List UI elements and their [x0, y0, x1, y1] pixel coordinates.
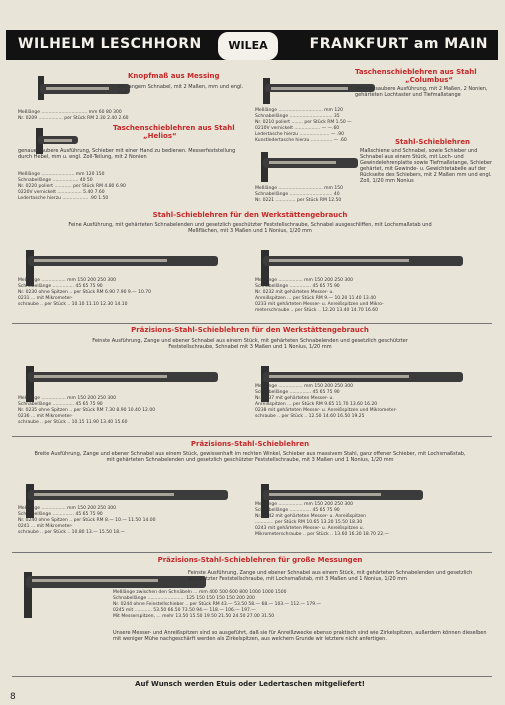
section-subtitle: „Helios“	[143, 132, 177, 140]
caliper-icon	[38, 136, 78, 144]
row: 0233 mit gehärteten Messer- u. Anreißspitzen und Mikro-	[255, 302, 384, 307]
row: Meßlänge ............................... mm 120	[255, 108, 343, 113]
section-title: Taschenschieblehren aus Stahl	[355, 68, 477, 76]
caliper-icon	[263, 372, 463, 382]
row: schraube .. per Stück .. 12.50 14.60 16.50 19.25	[255, 414, 365, 419]
caliper-icon	[263, 256, 463, 266]
section-title: Präzisions-Stahl-Schieblehren	[190, 440, 310, 448]
row: Meßlänge ................. mm 150 200 250 300	[255, 278, 353, 283]
row: 0236 ... mit Mikrometer-	[18, 414, 73, 419]
row: Meßlänge zwischen den Schnäbeln ... mm 400 500 600 800 1000 1000 1500	[113, 590, 287, 595]
row: Meßlänge ................................ mm 60 80 300	[18, 110, 122, 115]
caliper-icon	[28, 490, 228, 500]
price-table	[18, 110, 248, 122]
row: Nr. 0242 mit gehärteten Messer- u. Anreißspitzen	[255, 514, 366, 519]
row: Nr. 0210 poliert ........ per Stück RM 1.50 —	[255, 120, 352, 125]
row: 0231 ... mit Mikrometer-	[18, 296, 73, 301]
row: Anreißspitzen ... per Stück RM 9.— 10.20 11.40 13.40	[255, 296, 376, 301]
caliper-icon	[28, 256, 218, 266]
row: Meßlänge ....................... mm 120 150	[18, 172, 105, 177]
header-banner	[6, 30, 498, 60]
price-table	[255, 384, 495, 420]
caliper-icon	[263, 158, 358, 168]
row: Schnabellänge ............... 45 65 75 90	[255, 390, 340, 395]
section-title: Präzisions-Stahl-Schieblehren für große Messungen	[157, 556, 363, 564]
section-title: Knopfmaß aus Messing	[128, 72, 220, 80]
price-table	[18, 172, 248, 202]
page-number: 8	[10, 692, 16, 702]
divider	[12, 323, 492, 324]
section-desc: Breite Ausführung, Zange und ebener Schnabel aus einem Stück, gewissenhaft im rechten Winkel, Schieber aus massivem Stahl, ganz offener Schieber, mit Lochsmaßstab, mit gehärteten Schnabelenden und gesetzlich geschützter Feststellschraube, mit 3 Maßen und 1 Nonius, 1/20 mm	[34, 451, 466, 463]
caliper-icon	[40, 84, 130, 94]
price-table	[255, 502, 495, 538]
row: Schnabellänge .............................. 40	[255, 192, 340, 197]
section-title: Stahl-Schieblehren für den Werkstättengebrauch	[152, 211, 348, 219]
row: Nr. 0209 ................. per Stück RM 2.30 2.40 2.60	[18, 116, 129, 121]
row: Meßlänge ................. mm 150 200 250 300	[18, 396, 116, 401]
section-subtitle: „Columbus“	[405, 76, 453, 84]
section-desc: Feine Ausführung, mit gehärteten Schnabelenden und gesetzlich geschützter Feststellschraube, Schnabel ausgeschliffen, mit Lochsmaßstab und Meßflächen, mit 3 Maßen und 1 Nonius, 1/20 mm	[68, 222, 432, 234]
row: Schnabellänge ............... 45 65 75 90	[255, 508, 340, 513]
row: Meßlänge ............................... mm 150	[255, 186, 343, 191]
row: Mit Messerspitzen, ... mehr 13.50 15.50 19.50 21.50 24.50 27.00 31.50	[113, 614, 275, 619]
footer-note: Auf Wunsch werden Etuis oder Ledertaschen mitgeliefert!	[135, 680, 365, 688]
row: Nr. 0235 ohne Spitzen .. per Stück RM 7.30 8.90 10.40 12.00	[18, 408, 156, 413]
row: Nr. 0244 ohne Feinstellschieber .. per Stück RM 43.— 53.50 58.— 68.— 103.— 112.— 179.—	[113, 602, 322, 607]
row: Schnabellänge ............... 45 65 75 90	[18, 402, 103, 407]
row: 0245 mit ............ 53.50 66.50 73.50 94.— 118.— 106.— 197.—	[113, 608, 256, 613]
row: 0243 mit gehärteten Messer- u. Anreißspitzen u.	[255, 526, 365, 531]
row: Schnabellänge .................. 40 50	[18, 178, 93, 183]
price-table	[18, 396, 248, 426]
price-table	[18, 506, 248, 536]
row: Schnabellänge ............... 45 65 75 90	[255, 284, 340, 289]
price-table	[113, 590, 493, 620]
section-title: Präzisions-Stahl-Schieblehren für den Werkstättengebrauch	[131, 326, 369, 334]
brand-logo: WILEA	[218, 32, 278, 60]
row: Ledertasche hierzu ..................... — .90	[255, 132, 344, 137]
row: Schnabellänge ............... 45 65 75 90	[18, 512, 103, 517]
row: Nr. 0221 .............. per Stück RM 12.50	[255, 198, 342, 203]
row: Meßlänge ................. mm 150 200 250 300	[18, 278, 116, 283]
caliper-icon	[28, 372, 218, 382]
row: Ledertasche hierzu .................. .90 1.50	[18, 196, 109, 201]
divider	[12, 676, 492, 677]
divider	[12, 436, 492, 437]
section-desc: Feinste Ausführung, Zange und ebener Schnabel aus einem Stück, mit gehärteten Schnabelenden und gesetzlich geschützter Feststellschraube, Schnabel mit 3 Maßen und 1 Nonius, 1/20 mm	[92, 338, 408, 350]
section-desc: Maßschiene und Schnabel, sowie Schieber und Schnabel aus einem Stück, mit Loch- und Gewindelehrenplatte sowie Tiefmaßstange, Schieber gehärtet, mit Gewinde- u. Gewichtetabelle auf der Rückseite des Schiebers, mit 2 Maßen mm und engl. Zoll, 1/20 mm Nonius	[360, 148, 492, 184]
row: schraube .. per Stück .. 10.10 11.10 12.30 14.10	[18, 302, 128, 307]
row: 0241 ... mit Mikrometer-	[18, 524, 73, 529]
row: 0210V vernickelt .................. — —.60	[255, 126, 340, 131]
row: meterschraube .. per Stück .. 12.20 13.40 14.70 16.60	[255, 308, 379, 313]
price-table	[18, 278, 248, 308]
row: Meßlänge ................. mm 150 200 250 300	[255, 384, 353, 389]
section-title: Taschenschieblehren aus Stahl	[113, 124, 235, 132]
section-title: Stahl-Schieblehren	[395, 138, 471, 146]
row: Meßlänge ................. mm 150 200 250 300	[18, 506, 116, 511]
row: Mikrometerschraube .. per Stück .. 13.60 16.30 18.70 22.—	[255, 532, 390, 537]
row: Nr. 0232 mit gehärteten Messer- u.	[255, 290, 334, 295]
row: Nr. 0240 ohne Spitzen .. per Stück RM 8.— 10.— 11.50 14.00	[18, 518, 156, 523]
row: 0220V vernickelt ................. 5.40 7.60	[18, 190, 105, 195]
caliper-icon	[26, 576, 206, 588]
section-desc: Mit langem Schnabel, mit 2 Maßen, mm und engl. Zoll	[118, 84, 244, 96]
row: Nr. 0220 poliert ............ per Stück RM 4.80 6.90	[18, 184, 126, 189]
caliper-icon	[263, 490, 423, 500]
row: 0238 mit gehärteten Messer- u. Anreißspitzen und Mikrometer-	[255, 408, 397, 413]
company-name: WILHELM LESCHHORN	[18, 36, 202, 52]
row: schraube .. per Stück .. 10.15 11.90 13.40 15.60	[18, 420, 128, 425]
row: Nr. 0237 mit gehärteten Messer- u.	[255, 396, 334, 401]
price-table	[255, 186, 495, 204]
price-table	[255, 278, 495, 314]
row: Nr. 0230 ohne Spitzen .. per Stück RM 6.90 7.90 9.— 10.70	[18, 290, 151, 295]
row: Schnabellänge .............................. 35	[255, 114, 340, 119]
row: Meßlänge ................. mm 150 200 250 300	[255, 502, 353, 507]
section-desc: genaue saubere Ausführung, mit 2 Maßen, 2 Nonien, gehärteten Lochtaster und Tiefmaßstange	[355, 86, 488, 98]
row: ............. per Stück RM 10.65 13.20 15.50 18.30	[255, 520, 363, 525]
row: Anreißspitzen ... per Stück RM 9.65 11.70 13.60 16.20	[255, 402, 378, 407]
section-desc: genaue saubere Ausführung, Schieber mit einer Hand zu bedienen. Messerfeststellung durch Hebel, mm u. engl. Zoll-Teilung, mit 2 Nonien	[18, 148, 236, 160]
section-desc: Feinste Ausführung, Zange und ebener Schnabel aus einem Stück, mit gehärteten Schnabelenden und gesetzlich geschützter Feststellschraube, mit Lochsmaßstab, mit 3 Maßen und 1 Nonius, 1/20 mm	[188, 570, 473, 582]
row: Schnabellänge ............... 45 65 75 90	[18, 284, 103, 289]
city-name: FRANKFURT am MAIN	[309, 36, 488, 52]
section-note: Unsere Messer- und Anreißspitzen sind so ausgeführt, daß sie für Anreißzwecke ebenso praktisch sind wie Zirkelspitzen, außerdem können dieselben mit weniger Mühe nachgeschärft werden als Zirkelspitzen, aus welchem Grunde wir letztere nicht anfertigen.	[113, 630, 487, 642]
row: schraube .. per Stück .. 10.80 13.— 15.50 18.—	[18, 530, 126, 535]
row: Schnabellänge .......................... 125 150 150 150 150 200 200	[113, 596, 255, 601]
row: Kunstledertasche hierzu ............... — .60	[255, 138, 347, 143]
divider	[12, 552, 492, 553]
